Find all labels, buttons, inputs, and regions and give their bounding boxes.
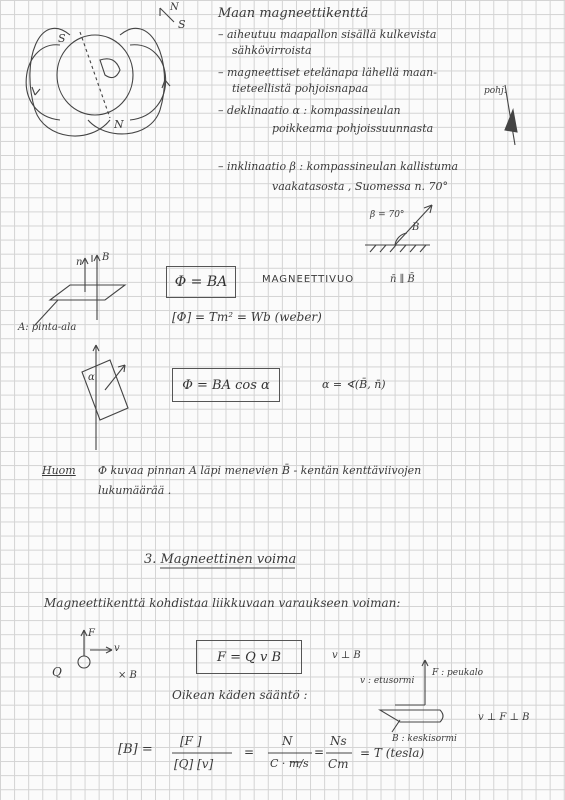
tesla-num2: N [282,734,293,748]
rule-thumb: F : peukalo [432,668,483,678]
normal-vector-label: n [76,257,83,268]
flux-cos-formula-box [172,368,280,402]
flux-tilted-diagram [82,345,128,450]
force-intro: Magneettikenttä kohdistaa liikkuvaan varaukseen voiman: [44,596,401,610]
flux-formula-box [166,266,236,298]
tesla-den2: C · m/s [270,757,309,770]
field-into-page-label: × B [118,670,137,681]
inclination-b-label: B [412,222,420,233]
n-parallel-b: n̄ ∥ B̄ [390,274,415,285]
globe-south-label: S [58,32,66,45]
globe-north-label: N [114,118,124,131]
area-label: A: pinta-ala [18,322,77,333]
magnetic-flux-label: MAGNEETTIVUO [262,274,355,285]
force-formula: F = Q v B [217,649,281,665]
earth-field-diagram [26,28,170,136]
force-diagram [78,630,112,668]
section-title-earth-field: Maan magneettikenttä [218,6,369,21]
compass-north-label: N [170,2,179,13]
tesla-den3: Cm [328,757,349,771]
flux-cos-formula: Φ = BA cos α [182,377,270,393]
velocity-vector-label: v [114,643,120,654]
tesla-units-lhs: [B] = [118,742,153,757]
v-perp-b: v ⊥ B [332,650,361,661]
alpha-angle-label: α [88,372,95,383]
bullet-cause-cont: sähkövirroista [232,44,312,57]
flux-unit-equation: [Φ] = Tm² = Wb (weber) [172,310,322,324]
bullet-cause: – aiheutuu maapallon sisällä kulkevista [218,28,437,41]
bullet-inclination-cont: vaakatasosta , Suomessa n. 70° [272,180,449,193]
force-formula-box [196,640,302,674]
note-heading: Huom [42,464,76,477]
bullet-declination: – deklinaatio α : kompassineulan [218,104,401,117]
bullet-south-pole: – magneettiset etelänapa lähellä maan- [218,66,437,79]
bullet-inclination: – inklinaatio β : kompassineulan kallistuma [218,160,458,173]
section-title-magnetic-force: 3. Magneettinen voima [144,552,297,567]
equals-sign: = [244,745,255,759]
declination-north-label: pohj. [484,86,507,96]
bullet-declination-cont: poikkeama pohjoissuunnasta [272,122,434,135]
bullet-south-pole-cont: tieteellistä pohjoisnapaa [232,82,369,95]
flux-formula: Φ = BA [174,274,228,290]
note-text: Φ kuvaa pinnan A läpi menevien B̄ - kentän kenttäviivojen [98,464,422,477]
tesla-result: = T (tesla) [360,746,425,760]
v-perp-f-perp-b: v ⊥ F ⊥ B [478,712,530,723]
equals-sign-2: = [314,745,325,759]
field-vector-label: B [102,252,110,263]
rule-index-finger: v : etusormi [360,676,415,686]
right-hand-rule-title: Oikean käden sääntö : [172,688,308,702]
rule-middle-finger: B : keskisormi [392,734,457,744]
tesla-num3: Ns [330,734,347,748]
tesla-num1: [F ] [180,734,202,748]
compass-south-label: S [178,18,186,31]
alpha-definition: α = ∢(B̄, n̄) [322,378,386,391]
charge-label: Q [52,665,62,679]
tesla-den1: [Q] [v] [174,757,214,771]
inclination-beta-label: β = 70° [370,210,405,220]
note-text-cont: lukumäärää . [98,484,172,497]
force-vector-label: F [88,628,95,639]
